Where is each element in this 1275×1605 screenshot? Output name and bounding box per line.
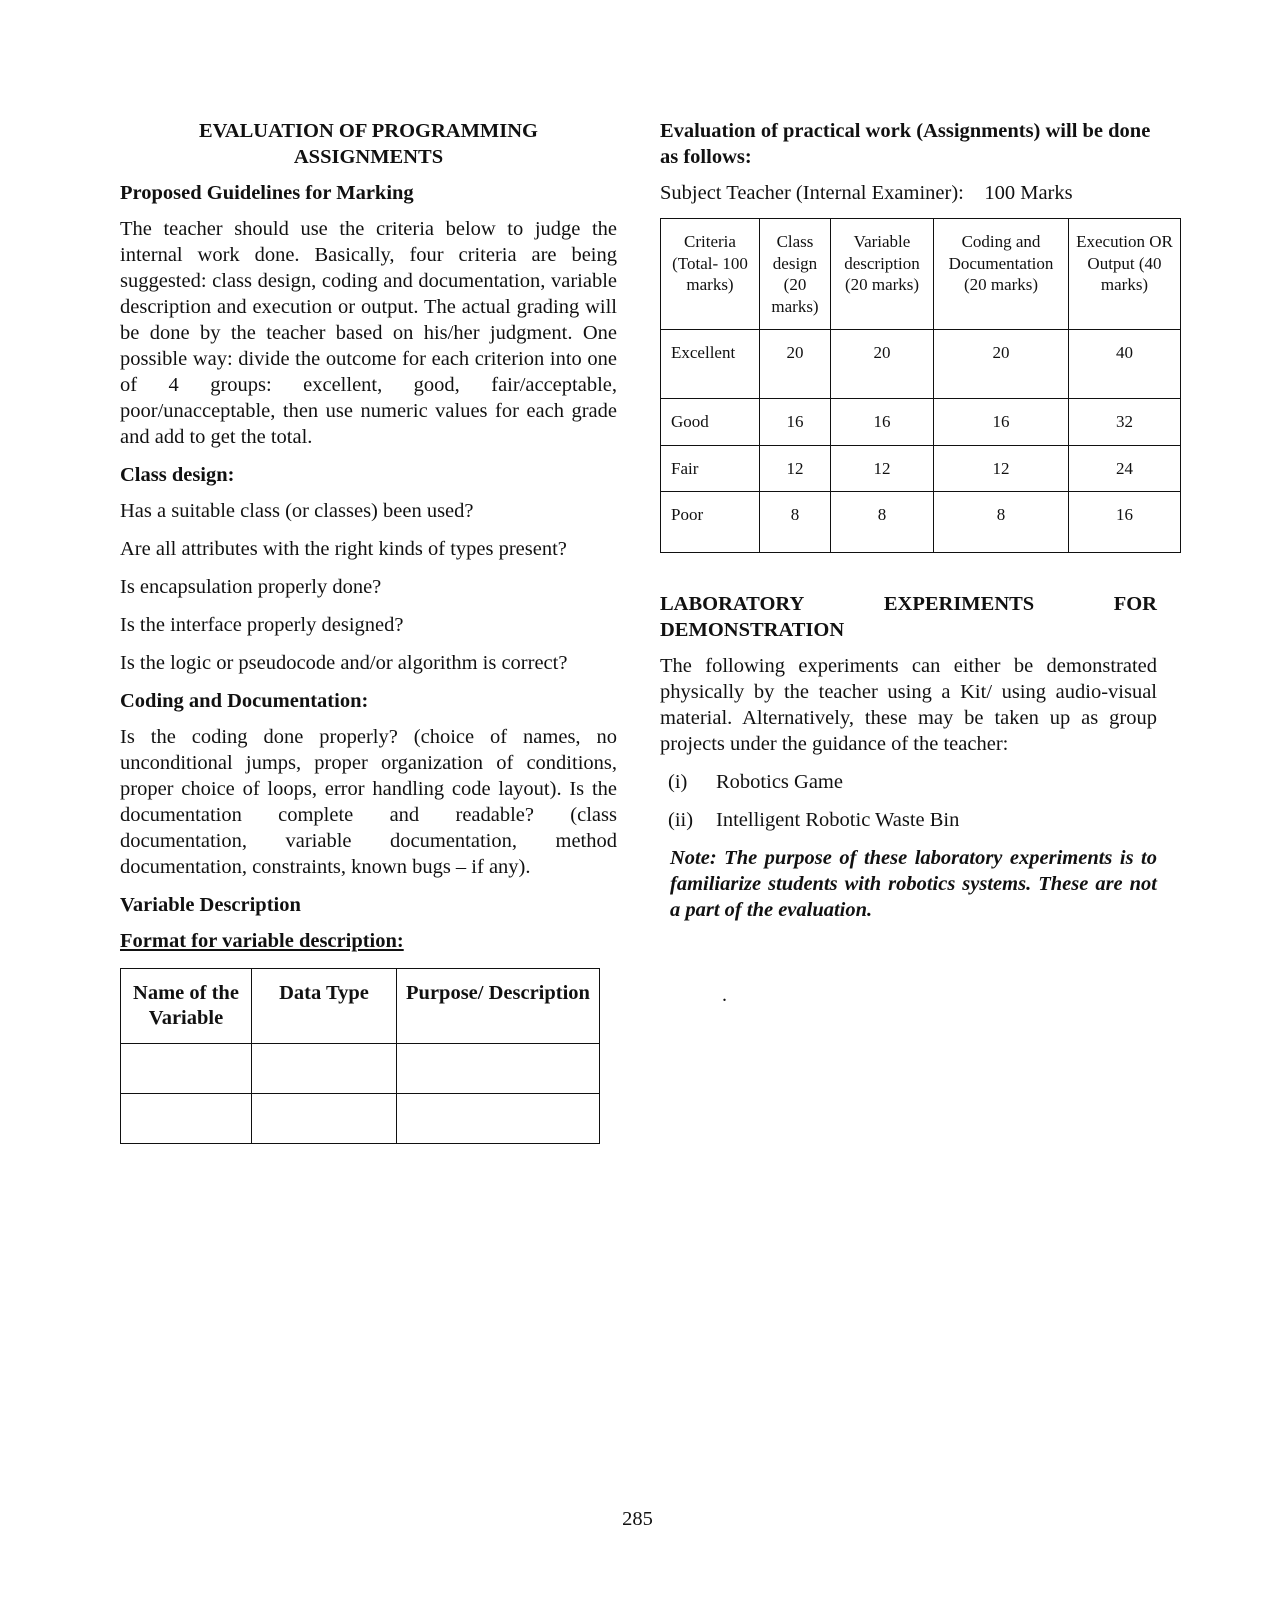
stray-dot: . bbox=[722, 984, 727, 1006]
left-column bbox=[120, 118, 617, 1144]
table-header-row bbox=[121, 969, 600, 1044]
list-item bbox=[660, 807, 1157, 833]
lab-heading-line2: DEMONSTRATION bbox=[660, 619, 845, 641]
examiner-line bbox=[660, 180, 1157, 206]
table-cell: 12 bbox=[934, 445, 1069, 492]
guidelines-paragraph: The teacher should use the criteria below to judge the internal work done. Basically, four criteria are being suggested: class design, coding and documentation, variable description and execution or output. The actual grading will be done by the teacher based on his/her judgment. One possible way: divide the outcome for each criterion into one of 4 groups: excellent, good, fair/acceptable, poor/unacceptable, then use numeric values for each grade and add to get the total. bbox=[120, 218, 617, 448]
class-design-question: Has a suitable class (or classes) been used? bbox=[120, 500, 474, 522]
table-row bbox=[661, 330, 1181, 399]
table-header-row bbox=[661, 219, 1181, 330]
variable-description-table bbox=[120, 968, 600, 1144]
table-header-cell: Execution OR Output (40 marks) bbox=[1069, 219, 1181, 330]
table-cell: 16 bbox=[1069, 492, 1181, 553]
lab-heading-word: LABORATORY bbox=[660, 593, 805, 615]
examiner-marks: 100 Marks bbox=[984, 182, 1073, 204]
table-header-cell: Data Type bbox=[252, 969, 397, 1044]
table-header-cell: Criteria (Total- 100 marks) bbox=[661, 219, 760, 330]
evaluation-heading: Evaluation of practical work (Assignments) will be done as follows: bbox=[660, 120, 1151, 168]
class-design-question: Is the interface properly designed? bbox=[120, 614, 404, 636]
row-label: Poor bbox=[661, 492, 760, 553]
class-design-heading: Class design: bbox=[120, 464, 235, 486]
row-label: Excellent bbox=[661, 330, 760, 399]
table-cell bbox=[397, 1094, 600, 1144]
class-design-question: Is the logic or pseudocode and/or algorithm is correct? bbox=[120, 652, 568, 674]
row-label: Fair bbox=[661, 445, 760, 492]
table-cell: 20 bbox=[934, 330, 1069, 399]
list-item-number: (ii) bbox=[668, 809, 694, 831]
section-title bbox=[120, 118, 617, 170]
examiner-label: Subject Teacher (Internal Examiner): bbox=[660, 182, 964, 204]
table-cell: 20 bbox=[760, 330, 831, 399]
table-cell: 8 bbox=[934, 492, 1069, 553]
table-header-cell: Variable description (20 marks) bbox=[831, 219, 934, 330]
page-number: 285 bbox=[622, 1508, 653, 1530]
section-title-line2: ASSIGNMENTS bbox=[293, 146, 444, 168]
evaluation-table bbox=[660, 218, 1181, 553]
class-design-question: Are all attributes with the right kinds of types present? bbox=[120, 538, 567, 560]
table-cell: 40 bbox=[1069, 330, 1181, 399]
table-cell: 20 bbox=[831, 330, 934, 399]
format-heading: Format for variable description: bbox=[120, 930, 404, 952]
table-cell: 16 bbox=[934, 399, 1069, 446]
table-row bbox=[121, 1094, 600, 1144]
list-item-label: Robotics Game bbox=[716, 771, 843, 793]
table-row bbox=[661, 492, 1181, 553]
class-design-question: Is encapsulation properly done? bbox=[120, 576, 382, 598]
table-cell: 24 bbox=[1069, 445, 1181, 492]
table-row bbox=[121, 1044, 600, 1094]
note-paragraph: Note: The purpose of these laboratory experiments is to familiarize students with robotics systems. These are not a part of the evaluation. bbox=[670, 847, 1157, 921]
table-cell: 12 bbox=[831, 445, 934, 492]
table-cell: 32 bbox=[1069, 399, 1181, 446]
lab-heading-word: EXPERIMENTS bbox=[883, 593, 1035, 615]
list-item bbox=[660, 769, 1157, 795]
section-title-line1: EVALUATION OF PROGRAMMING bbox=[198, 120, 538, 142]
coding-paragraph: Is the coding done properly? (choice of names, no unconditional jumps, proper organization of conditions, proper choice of loops, error handling code layout). Is the documentation complete and readable? (class documentation, variable documentation, method documentation, constraints, known bugs – if any). bbox=[120, 726, 617, 878]
table-cell bbox=[252, 1094, 397, 1144]
table-header-cell: Coding and Documentation (20 marks) bbox=[934, 219, 1069, 330]
lab-heading-word: FOR bbox=[1113, 593, 1157, 615]
table-cell: 16 bbox=[831, 399, 934, 446]
list-item-label: Intelligent Robotic Waste Bin bbox=[716, 809, 960, 831]
lab-experiments-heading bbox=[660, 591, 1157, 643]
table-header-cell: Name of the Variable bbox=[121, 969, 252, 1044]
table-cell bbox=[121, 1044, 252, 1094]
table-cell: 8 bbox=[760, 492, 831, 553]
coding-heading: Coding and Documentation: bbox=[120, 690, 369, 712]
row-label: Good bbox=[661, 399, 760, 446]
table-cell: 12 bbox=[760, 445, 831, 492]
table-cell bbox=[252, 1044, 397, 1094]
right-column bbox=[660, 118, 1173, 935]
table-header-cell: Purpose/ Description bbox=[397, 969, 600, 1044]
table-cell: 8 bbox=[831, 492, 934, 553]
list-item-number: (i) bbox=[668, 771, 688, 793]
variable-description-heading: Variable Description bbox=[120, 894, 301, 916]
table-row bbox=[661, 445, 1181, 492]
table-cell: 16 bbox=[760, 399, 831, 446]
table-row bbox=[661, 399, 1181, 446]
table-cell bbox=[121, 1094, 252, 1144]
lab-paragraph: The following experiments can either be demonstrated physically by the teacher using a Kit/ using audio-visual material. Alternatively, these may be taken up as group projects under the guidance of the teacher: bbox=[660, 655, 1157, 755]
guidelines-heading: Proposed Guidelines for Marking bbox=[120, 182, 414, 204]
table-cell bbox=[397, 1044, 600, 1094]
table-header-cell: Class design (20 marks) bbox=[760, 219, 831, 330]
